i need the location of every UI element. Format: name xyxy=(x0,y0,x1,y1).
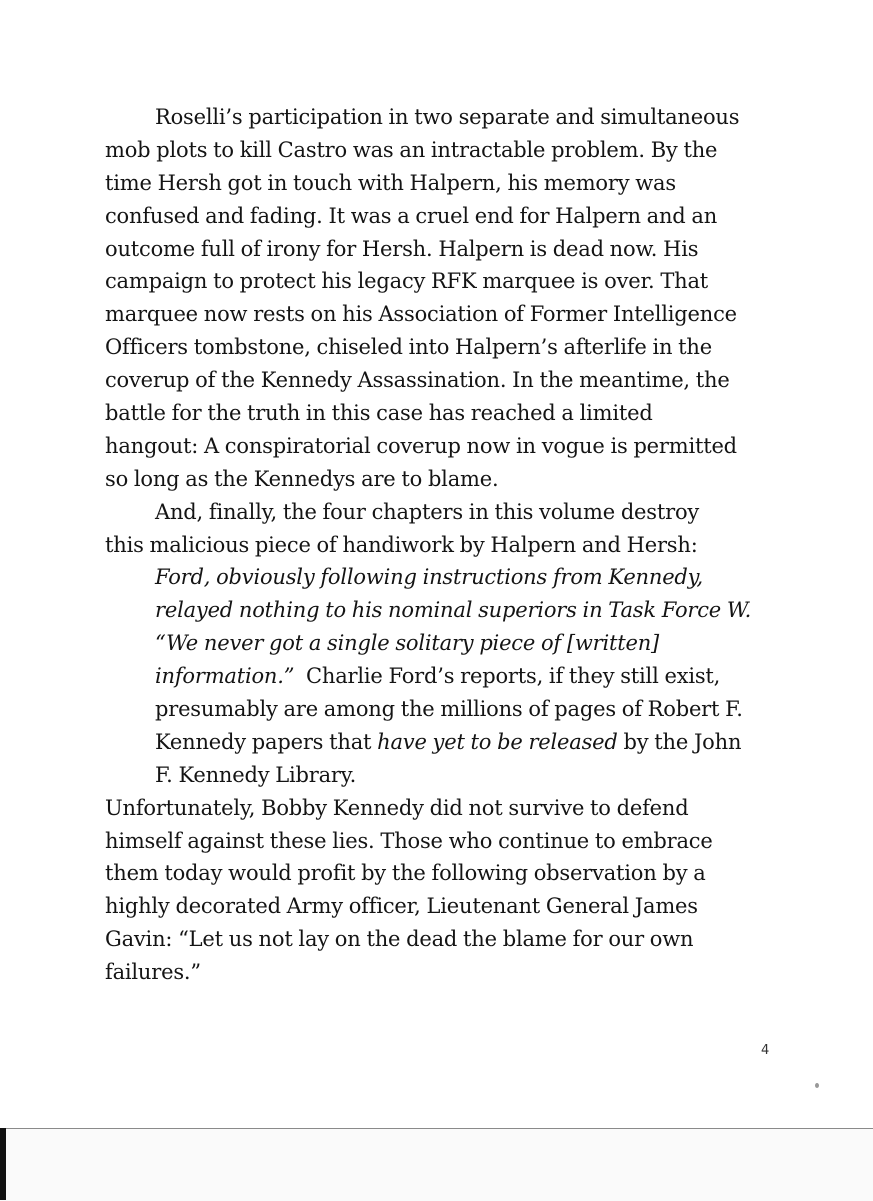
page-number: 4 xyxy=(761,1043,770,1058)
quote-italic-text: have yet to be released xyxy=(377,729,618,754)
body-text xyxy=(105,101,785,989)
scan-edge xyxy=(0,1128,873,1201)
quote-plain-text: Charlie Ford’s reports, if they still exist, xyxy=(294,664,721,689)
quote-italic-text: Ford, obviously following instructions from Kennedy, xyxy=(155,565,704,590)
paragraph-line: coverup of the Kennedy Assassination. In the meantime, the xyxy=(105,368,730,393)
paragraph-line: outcome full of irony for Hersh. Halpern is dead now. His xyxy=(105,236,699,261)
paragraph-line: Officers tombstone, chiseled into Halpern’s afterlife in the xyxy=(105,335,712,360)
quote-plain-text: by the John xyxy=(617,729,742,754)
quote-line: presumably are among the millions of pages of Robert F. xyxy=(155,697,743,722)
paragraph-line: highly decorated Army officer, Lieutenant General James xyxy=(105,894,698,919)
paragraph-line: time Hersh got in touch with Halpern, his memory was xyxy=(105,170,676,195)
quote-line xyxy=(105,594,785,627)
paragraph-line: And, finally, the four chapters in this volume destroy xyxy=(155,499,700,524)
scan-shadow-bar xyxy=(0,1128,6,1200)
quote-plain-text: Kennedy papers that xyxy=(155,729,378,754)
paragraph-line: himself against these lies. Those who continue to embrace xyxy=(105,828,713,853)
quote-line xyxy=(105,627,785,660)
paragraph-line: this malicious piece of handiwork by Halpern and Hersh: xyxy=(105,532,698,557)
paragraph-line: campaign to protect his legacy RFK marquee is over. That xyxy=(105,269,709,294)
paragraph-line: battle for the truth in this case has reached a limited xyxy=(105,401,653,426)
paragraph-line: failures.” xyxy=(105,960,201,985)
quote-line xyxy=(105,726,785,759)
paragraph-line: hangout: A conspiratorial coverup now in vogue is permitted xyxy=(105,433,737,458)
paragraph-line: Unfortunately, Bobby Kennedy did not survive to defend xyxy=(105,795,689,820)
paragraph-line: marquee now rests on his Association of Former Intelligence xyxy=(105,302,737,327)
quote-line: F. Kennedy Library. xyxy=(155,762,357,787)
paragraph-line: so long as the Kennedys are to blame. xyxy=(105,466,499,491)
paragraph-line: them today would profit by the following observation by a xyxy=(105,861,706,886)
paragraph-line: Gavin: “Let us not lay on the dead the blame for our own xyxy=(105,927,694,952)
scan-speck xyxy=(815,1083,819,1088)
quote-italic-text: relayed nothing to his nominal superiors in Task Force W. xyxy=(155,598,752,623)
quote-line xyxy=(105,561,785,594)
quote-italic-text: “We never got a single solitary piece of [written] xyxy=(155,631,660,656)
block-quote xyxy=(105,561,785,791)
paragraph-line: mob plots to kill Castro was an intractable problem. By the xyxy=(105,137,718,162)
paragraph-line: confused and fading. It was a cruel end for Halpern and an xyxy=(105,203,718,228)
quote-line xyxy=(105,660,785,693)
paragraph-line: Roselli’s participation in two separate and simultaneous xyxy=(155,105,740,129)
quote-italic-text: information.” xyxy=(155,664,295,689)
